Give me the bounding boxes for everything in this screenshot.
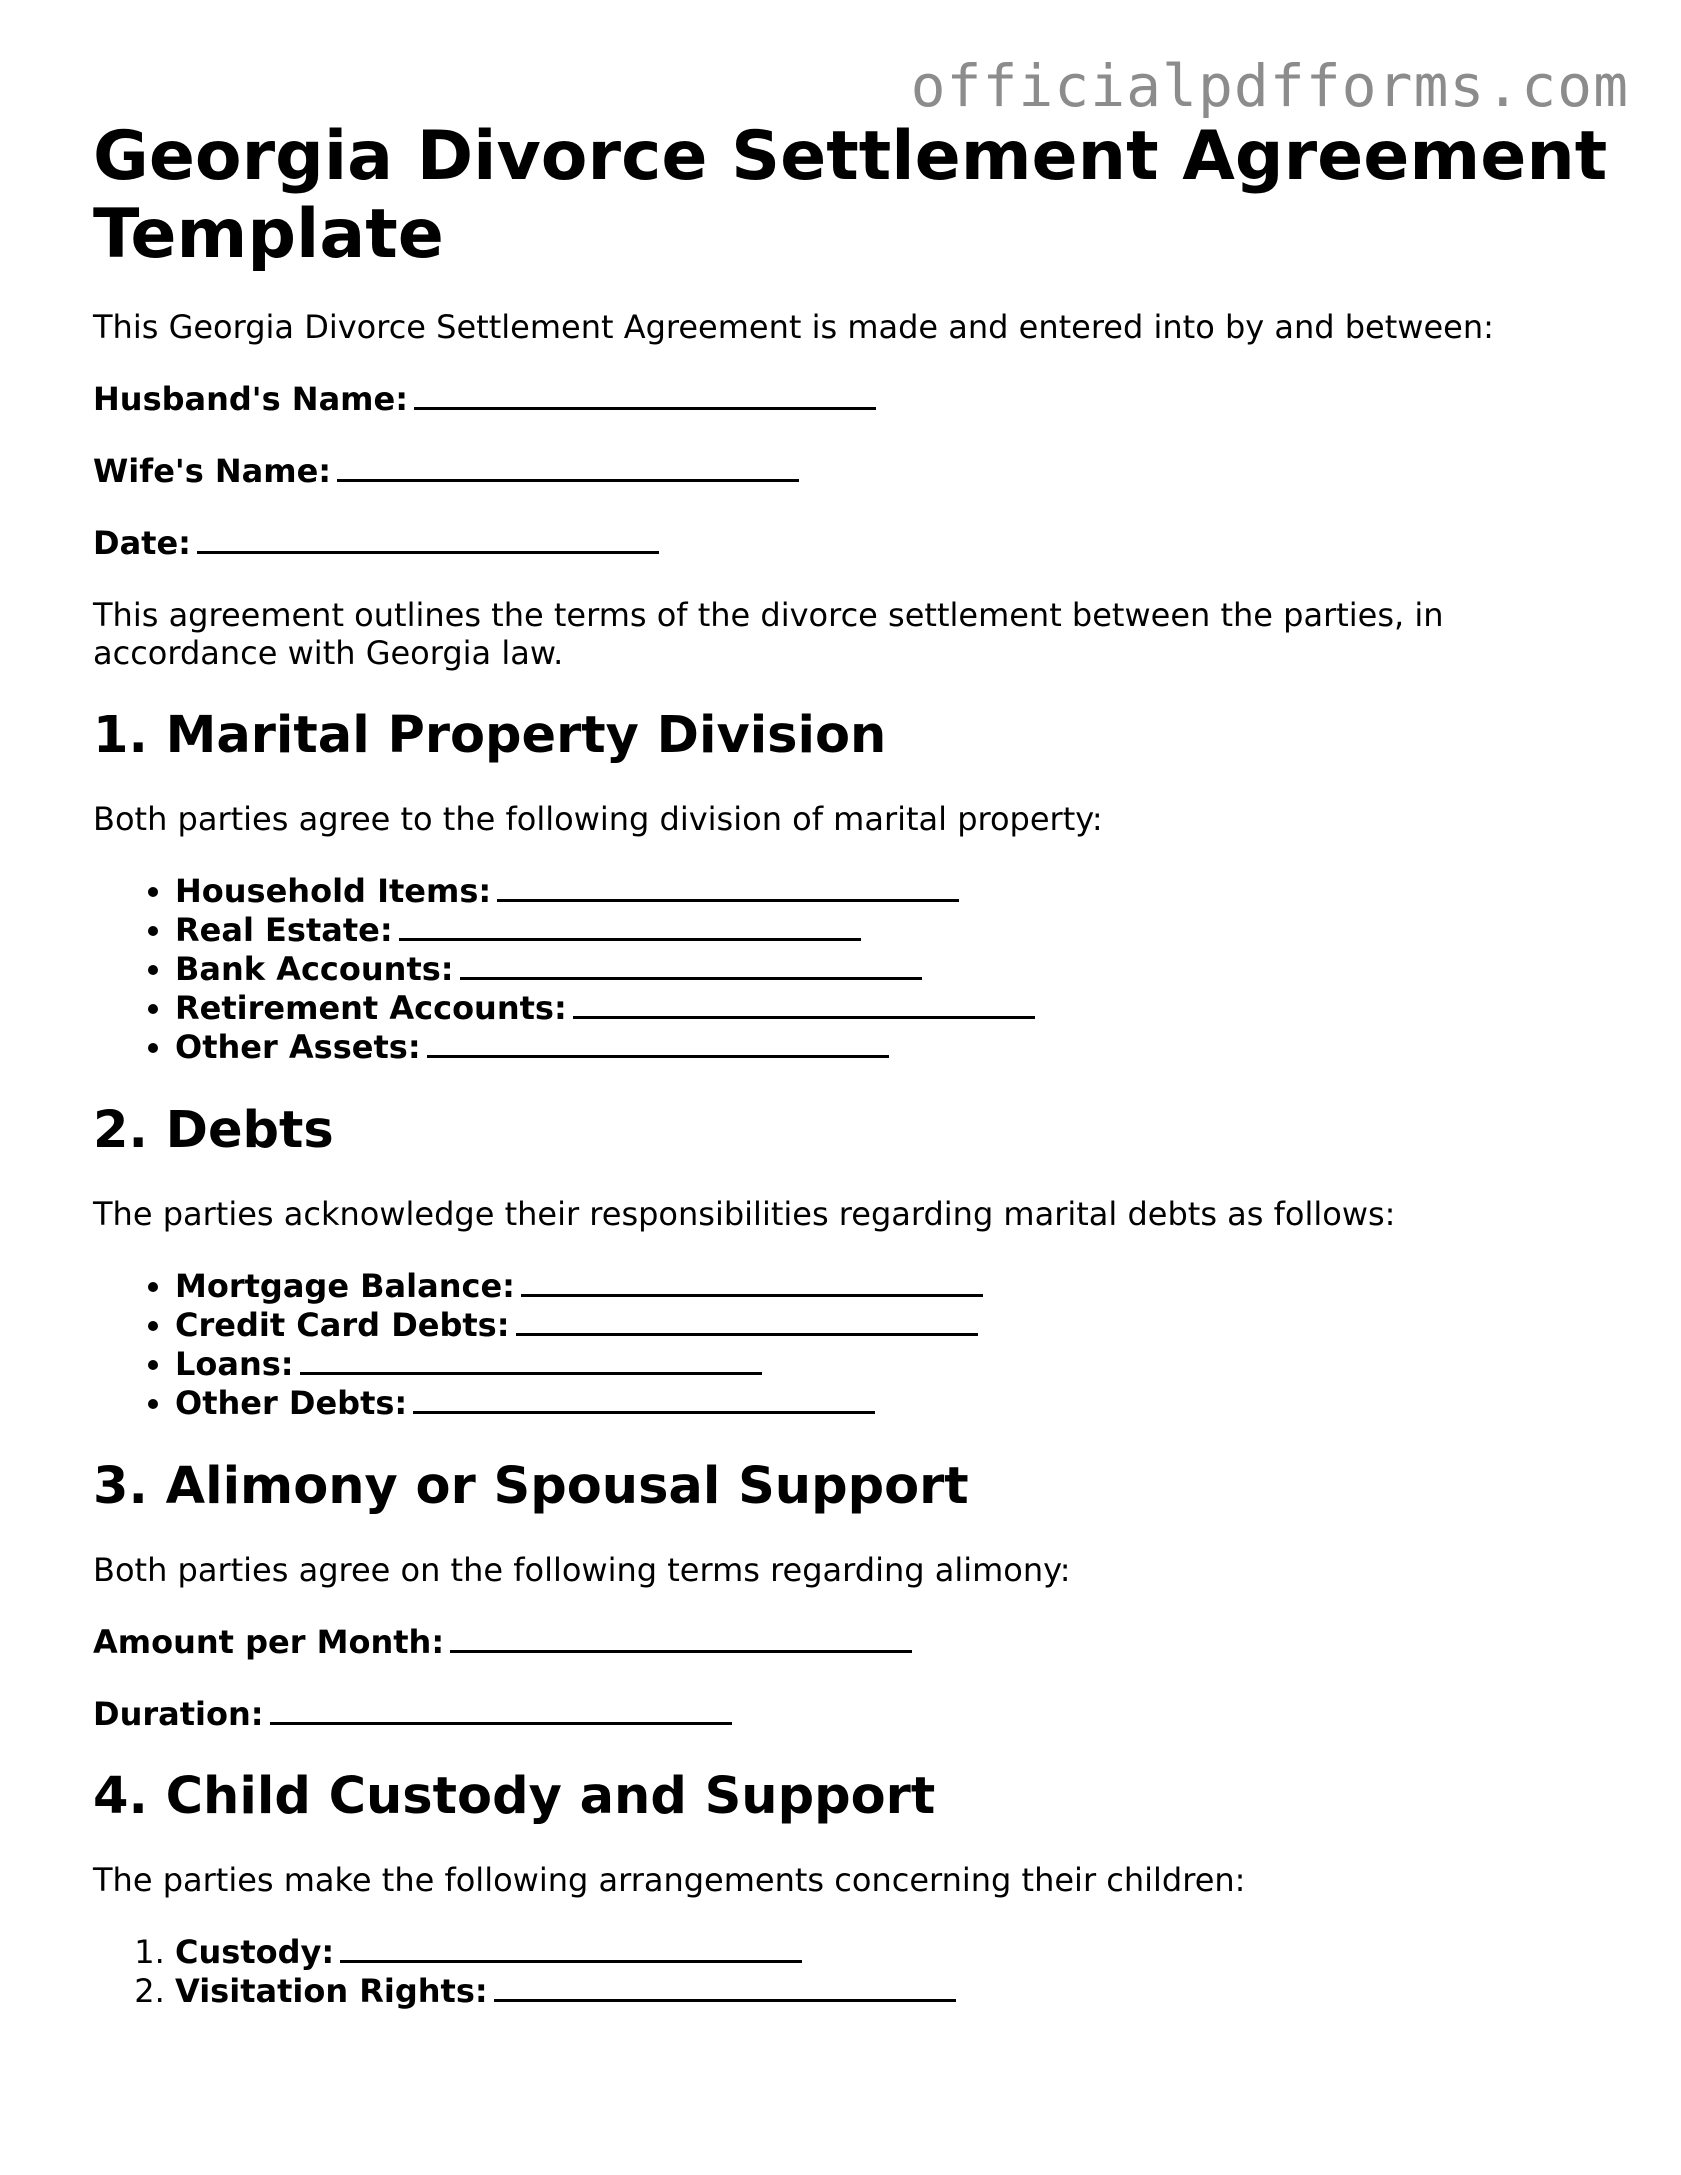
item-label: Other Assets: [175, 1028, 421, 1066]
debts-list [93, 1267, 1623, 1423]
alimony-amount-label: Amount per Month: [93, 1623, 445, 1661]
wife-name-label: Wife's Name: [93, 452, 332, 490]
section-heading-custody: 4. Child Custody and Support [93, 1767, 936, 1826]
item-blank[interactable] [300, 1346, 762, 1375]
alimony-amount-field [93, 1623, 1623, 1661]
husband-name-label: Husband's Name: [93, 380, 408, 418]
item-blank[interactable] [427, 1029, 889, 1058]
document-page [93, 118, 1623, 2045]
item-label: Other Debts: [175, 1384, 408, 1422]
list-item [175, 1306, 1623, 1345]
section-heading-property: 1. Marital Property Division [93, 706, 887, 765]
alimony-duration-blank[interactable] [270, 1696, 732, 1725]
alimony-amount-blank[interactable] [450, 1624, 912, 1653]
item-blank[interactable] [497, 873, 959, 902]
list-item [175, 989, 1623, 1028]
item-blank[interactable] [340, 1934, 802, 1963]
list-item [175, 1028, 1623, 1067]
item-label: Household Items: [175, 872, 492, 910]
intro-text: This Georgia Divorce Settlement Agreement is made and entered into by and between: [93, 308, 1494, 346]
alimony-text: Both parties agree on the following terms regarding alimony: [93, 1551, 1071, 1589]
item-blank[interactable] [399, 912, 861, 941]
wife-name-field [93, 452, 1623, 490]
alimony-duration-field [93, 1695, 1623, 1733]
list-item [175, 1384, 1623, 1423]
item-label: Credit Card Debts: [175, 1306, 510, 1344]
item-blank[interactable] [573, 990, 1035, 1019]
list-item [175, 1267, 1623, 1306]
item-blank[interactable] [413, 1385, 875, 1414]
husband-name-blank[interactable] [414, 381, 876, 410]
list-item [175, 1933, 1623, 1972]
item-label: Custody: [175, 1933, 335, 1971]
list-item [175, 950, 1623, 989]
section-heading-alimony: 3. Alimony or Spousal Support [93, 1457, 969, 1516]
item-blank[interactable] [521, 1268, 983, 1297]
date-blank[interactable] [197, 525, 659, 554]
item-label: Mortgage Balance: [175, 1267, 515, 1305]
list-item [175, 1972, 1623, 2011]
list-item [175, 872, 1623, 911]
section-heading-debts: 2. Debts [93, 1101, 334, 1160]
husband-name-field [93, 380, 1623, 418]
outline-text: This agreement outlines the terms of the divorce settlement between the parties, in accordance with Georgia law. [93, 596, 1444, 672]
alimony-duration-label: Duration: [93, 1695, 264, 1733]
watermark: officialpdfforms.com [910, 52, 1629, 120]
item-blank[interactable] [516, 1307, 978, 1336]
item-label: Loans: [175, 1345, 294, 1383]
debts-text: The parties acknowledge their responsibilities regarding marital debts as follows: [93, 1195, 1396, 1233]
item-label: Visitation Rights: [175, 1972, 488, 2010]
item-label: Bank Accounts: [175, 950, 454, 988]
item-blank[interactable] [494, 1973, 956, 2002]
item-label: Retirement Accounts: [175, 989, 567, 1027]
wife-name-blank[interactable] [337, 453, 799, 482]
item-blank[interactable] [460, 951, 922, 980]
page-title: Georgia Divorce Settlement Agreement Template [93, 117, 1608, 274]
list-item [175, 1345, 1623, 1384]
date-field [93, 524, 1623, 562]
property-list [93, 872, 1623, 1067]
custody-text: The parties make the following arrangements concerning their children: [93, 1861, 1246, 1899]
custody-list [93, 1933, 1623, 2011]
date-label: Date: [93, 524, 191, 562]
property-text: Both parties agree to the following division of marital property: [93, 800, 1103, 838]
item-label: Real Estate: [175, 911, 393, 949]
list-item [175, 911, 1623, 950]
